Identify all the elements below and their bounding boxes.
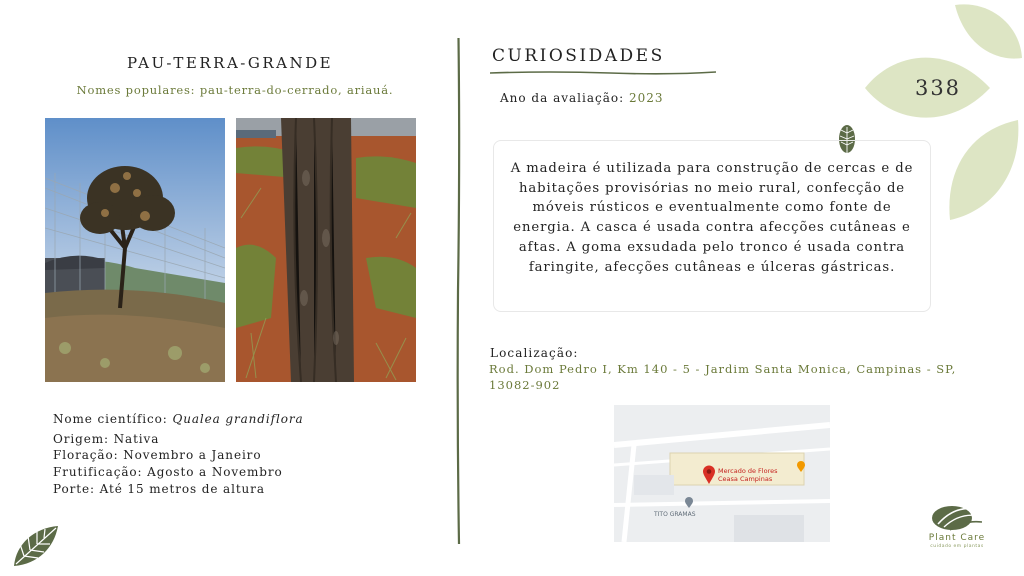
- fruiting: Frutificação: Agosto a Novembro: [53, 465, 283, 479]
- popular-names-label: Nomes populares:: [76, 83, 196, 97]
- scientific-name-label: Nome científico:: [53, 412, 168, 426]
- size: Porte: Até 15 metros de altura: [53, 482, 265, 496]
- location-address: Rod. Dom Pedro I, Km 140 - 5 - Jardim Santa Monica, Campinas - SP, 13082-902: [489, 362, 957, 392]
- evaluation-year: 2023: [628, 91, 664, 105]
- map-poi-icon: [684, 497, 694, 509]
- plant-common-name: PAU-TERRA-GRANDE: [126, 54, 334, 72]
- plant-care-logo: [930, 502, 982, 532]
- scientific-name: Qualea grandiflora: [172, 412, 304, 426]
- leaf-icon: [10, 522, 62, 570]
- origin: Origem: Nativa: [53, 432, 160, 446]
- record-number: 338: [914, 76, 962, 100]
- title-underline: [490, 70, 716, 76]
- location-map[interactable]: [614, 405, 830, 542]
- flowering: Floração: Novembro a Janeiro: [53, 448, 262, 462]
- trunk-photo: [236, 118, 416, 382]
- brand-name: Plant Care: [928, 533, 986, 543]
- map-poi-icon: [796, 461, 806, 473]
- popular-names: [0, 83, 470, 97]
- brand-tagline: cuidado em plantas: [930, 544, 984, 549]
- decorative-leaves: [860, 0, 1024, 225]
- map-pin-icon: [702, 465, 716, 485]
- popular-names-value: pau-terra-do-cerrado, ariauá.: [199, 83, 394, 97]
- evaluation-year-row: [500, 91, 664, 105]
- location-label: Localização:: [490, 346, 579, 360]
- map-place-label: Mercado de Flores Ceasa Campinas: [718, 467, 778, 483]
- scientific-name-row: [53, 412, 304, 426]
- map-other-label: TITO GRAMAS: [654, 511, 696, 518]
- divider-line: [456, 38, 461, 544]
- tree-photo: [45, 118, 225, 382]
- curiosities-title: CURIOSIDADES: [492, 46, 665, 66]
- evaluation-label: Ano da avaliação:: [500, 91, 625, 105]
- curiosities-text: A madeira é utilizada para construção de cercas e de habitações provisórias no meio rural, confecção de móveis rústicos e eventualmente como fonte de energia. A casca é usada contra afecções cutâneas e aftas. A goma exsudada pelo tronco é usada contra faringite, afecções cutâneas e úlceras gástricas.: [510, 161, 914, 275]
